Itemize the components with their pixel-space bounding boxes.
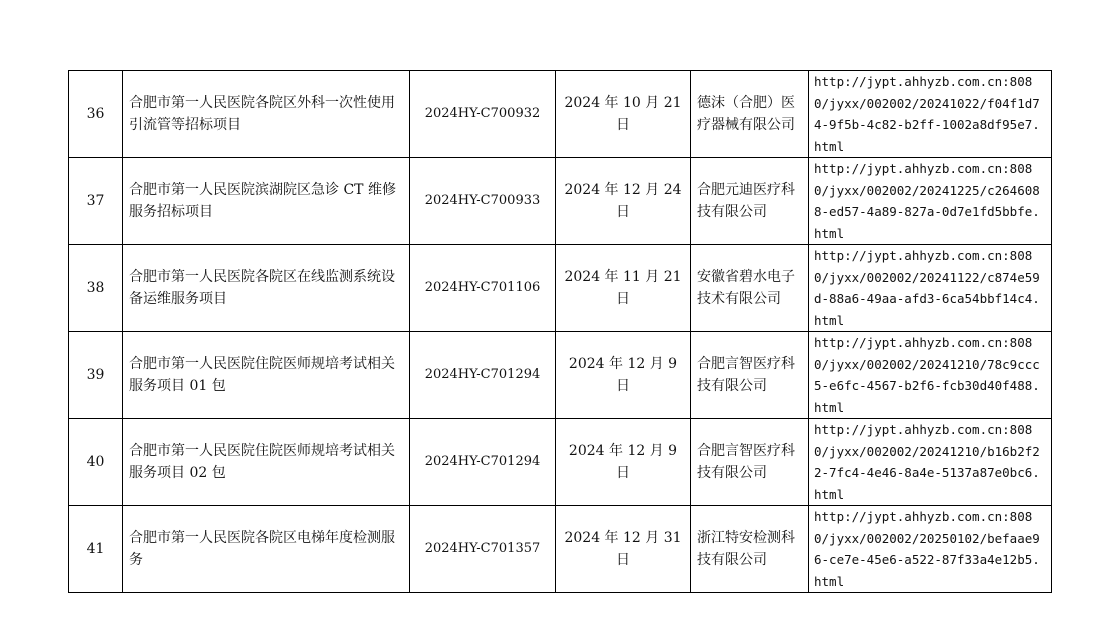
project-code: 2024HY-C701357 [410, 506, 556, 593]
project-code: 2024HY-C700932 [410, 71, 556, 158]
row-number: 39 [69, 332, 123, 419]
award-date: 2024 年 12 月 31 日 [556, 506, 691, 593]
project-name: 合肥市第一人民医院住院医师规培考试相关服务项目 01 包 [123, 332, 410, 419]
project-name: 合肥市第一人民医院滨湖院区急诊 CT 维修服务招标项目 [123, 158, 410, 245]
award-date: 2024 年 12 月 9 日 [556, 332, 691, 419]
project-code: 2024HY-C701106 [410, 245, 556, 332]
award-date: 2024 年 12 月 9 日 [556, 419, 691, 506]
project-code: 2024HY-C701294 [410, 419, 556, 506]
vendor-name: 合肥元迪医疗科技有限公司 [691, 158, 809, 245]
row-number: 40 [69, 419, 123, 506]
award-date: 2024 年 10 月 21 日 [556, 71, 691, 158]
vendor-name: 安徽省碧水电子技术有限公司 [691, 245, 809, 332]
project-name: 合肥市第一人民医院各院区在线监测系统设备运维服务项目 [123, 245, 410, 332]
project-name: 合肥市第一人民医院各院区外科一次性使用引流管等招标项目 [123, 71, 410, 158]
announcement-url: http://jypt.ahhyzb.com.cn:8080/jyxx/002002/20241122/c874e59d-88a6-49aa-afd3-6ca54bbf14c4.html [809, 245, 1052, 332]
table-row [69, 419, 1052, 506]
announcement-url: http://jypt.ahhyzb.com.cn:8080/jyxx/002002/20241210/78c9ccc5-e6fc-4567-b2f6-fcb30d40f488.html [809, 332, 1052, 419]
row-number: 36 [69, 71, 123, 158]
row-number: 38 [69, 245, 123, 332]
table-row [69, 158, 1052, 245]
vendor-name: 浙江特安检测科技有限公司 [691, 506, 809, 593]
award-date: 2024 年 12 月 24 日 [556, 158, 691, 245]
vendor-name: 合肥言智医疗科技有限公司 [691, 332, 809, 419]
table-row [69, 71, 1052, 158]
award-date: 2024 年 11 月 21 日 [556, 245, 691, 332]
procurement-table [68, 70, 1052, 593]
table-row [69, 332, 1052, 419]
project-name: 合肥市第一人民医院各院区电梯年度检测服务 [123, 506, 410, 593]
table-row [69, 245, 1052, 332]
vendor-name: 合肥言智医疗科技有限公司 [691, 419, 809, 506]
announcement-url: http://jypt.ahhyzb.com.cn:8080/jyxx/002002/20241022/f04f1d74-9f5b-4c82-b2ff-1002a8df95e7.html [809, 71, 1052, 158]
project-code: 2024HY-C701294 [410, 332, 556, 419]
row-number: 37 [69, 158, 123, 245]
table-row [69, 506, 1052, 593]
project-name: 合肥市第一人民医院住院医师规培考试相关服务项目 02 包 [123, 419, 410, 506]
announcement-url: http://jypt.ahhyzb.com.cn:8080/jyxx/002002/20250102/befaae96-ce7e-45e6-a522-87f33a4e12b5.html [809, 506, 1052, 593]
project-code: 2024HY-C700933 [410, 158, 556, 245]
row-number: 41 [69, 506, 123, 593]
announcement-url: http://jypt.ahhyzb.com.cn:8080/jyxx/002002/20241225/c2646088-ed57-4a89-827a-0d7e1fd5bbfe.html [809, 158, 1052, 245]
announcement-url: http://jypt.ahhyzb.com.cn:8080/jyxx/002002/20241210/b16b2f22-7fc4-4e46-8a4e-5137a87e0bc6.html [809, 419, 1052, 506]
vendor-name: 德沫（合肥）医疗器械有限公司 [691, 71, 809, 158]
